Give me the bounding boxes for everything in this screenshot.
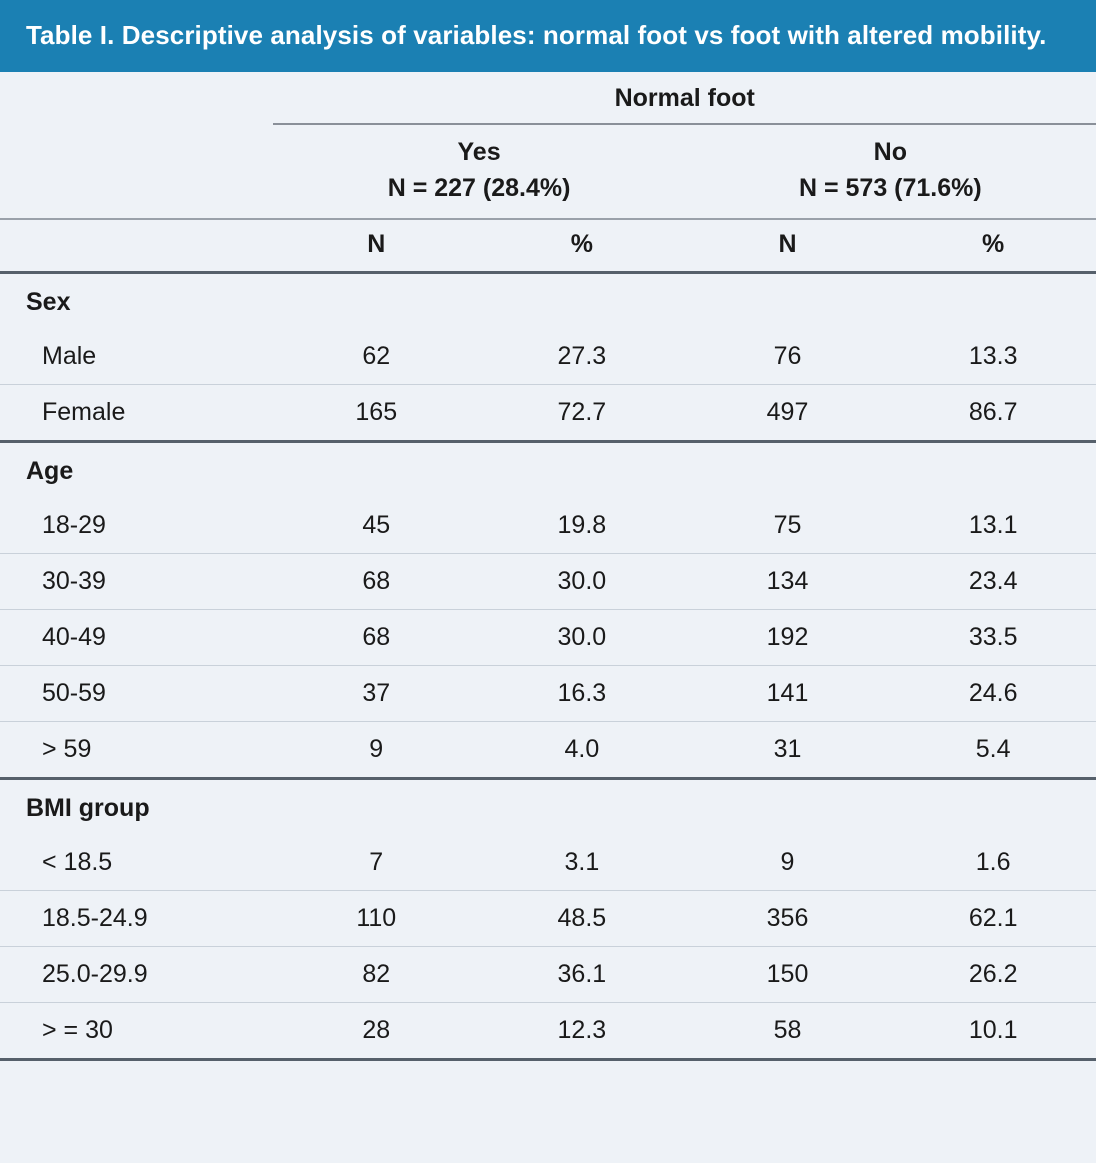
cell-n-no: 76 xyxy=(773,342,802,371)
cell-pct-yes: 30.0 xyxy=(557,623,607,652)
table-bottom-spacer xyxy=(0,1060,1096,1076)
cell-pct-yes: 16.3 xyxy=(557,679,607,708)
descriptive-analysis-table xyxy=(0,72,1096,1075)
cell-n-no: 75 xyxy=(773,511,802,540)
table-caption: Table I. Descriptive analysis of variables: normal foot vs foot with altered mobility. xyxy=(0,0,1096,72)
cell-pct-no: 33.5 xyxy=(968,623,1018,652)
cell-n-no: 141 xyxy=(766,679,809,708)
subgroup-no-label: No xyxy=(873,138,907,167)
table-row xyxy=(0,835,1096,890)
cell-pct-yes: 12.3 xyxy=(557,1016,607,1045)
cell-pct-no: 13.1 xyxy=(968,511,1018,540)
cell-n-no: 31 xyxy=(773,735,802,764)
column-header-n-yes: N xyxy=(367,230,386,259)
subgroup-yes-count: N = 227 (28.4%) xyxy=(387,173,571,202)
cell-pct-no: 24.6 xyxy=(968,679,1018,708)
subgroup-no-count: N = 573 (71.6%) xyxy=(798,173,982,202)
subgroup-yes-label: Yes xyxy=(457,138,501,167)
group-header-normal-foot: Normal foot xyxy=(273,72,1096,124)
cell-pct-no: 10.1 xyxy=(968,1016,1018,1045)
cell-n-yes: 62 xyxy=(362,342,391,371)
row-label: > = 30 xyxy=(42,1016,113,1045)
subgroup-header-no xyxy=(685,124,1096,218)
cell-pct-no: 86.7 xyxy=(968,398,1018,427)
cell-n-no: 150 xyxy=(766,960,809,989)
subgroup-header-row xyxy=(0,124,1096,218)
table-row xyxy=(0,947,1096,1003)
cell-pct-yes: 4.0 xyxy=(564,735,600,764)
section-title-age: Age xyxy=(26,457,74,486)
stub-header xyxy=(0,72,273,124)
subgroup-stub xyxy=(0,124,273,218)
cell-pct-yes: 72.7 xyxy=(557,398,607,427)
section-title-bmi-group: BMI group xyxy=(26,794,150,823)
cell-n-yes: 28 xyxy=(362,1016,391,1045)
row-label: 25.0-29.9 xyxy=(42,960,148,989)
section-title-sex: Sex xyxy=(26,288,71,317)
section-header-row xyxy=(0,273,1096,330)
column-header-n-no: N xyxy=(778,230,797,259)
table-row xyxy=(0,722,1096,778)
column-header-pct-yes: % xyxy=(570,230,593,259)
row-label: Male xyxy=(42,342,97,371)
cell-n-no: 134 xyxy=(766,567,809,596)
row-label: 40-49 xyxy=(42,623,106,652)
cell-n-yes: 37 xyxy=(362,679,391,708)
cell-n-yes: 68 xyxy=(362,623,391,652)
table-row xyxy=(0,554,1096,610)
row-label: < 18.5 xyxy=(42,848,113,877)
row-label: 18.5-24.9 xyxy=(42,904,148,933)
table-row xyxy=(0,610,1096,666)
column-header-pct-no: % xyxy=(982,230,1005,259)
row-label: 50-59 xyxy=(42,679,106,708)
group-header-row xyxy=(0,72,1096,124)
table-row xyxy=(0,385,1096,441)
row-label: 30-39 xyxy=(42,567,106,596)
cell-pct-yes: 3.1 xyxy=(564,848,600,877)
row-label: Female xyxy=(42,398,126,427)
cell-pct-no: 26.2 xyxy=(968,960,1018,989)
cell-n-no: 58 xyxy=(773,1016,802,1045)
cell-n-yes: 110 xyxy=(356,904,397,933)
cell-pct-no: 13.3 xyxy=(968,342,1018,371)
table-row xyxy=(0,1003,1096,1059)
section-header-row xyxy=(0,442,1096,499)
cell-n-yes: 82 xyxy=(362,960,391,989)
table-row xyxy=(0,498,1096,553)
table-row xyxy=(0,329,1096,384)
cell-pct-yes: 48.5 xyxy=(557,904,607,933)
cell-n-no: 497 xyxy=(766,398,809,427)
table-row xyxy=(0,666,1096,722)
cell-pct-no: 23.4 xyxy=(968,567,1018,596)
subgroup-header-yes xyxy=(273,124,684,218)
cell-n-no: 356 xyxy=(766,904,809,933)
cell-n-yes: 165 xyxy=(355,398,398,427)
cell-n-yes: 9 xyxy=(369,735,384,764)
column-header-stub xyxy=(0,219,273,271)
cell-n-no: 192 xyxy=(766,623,809,652)
cell-n-no: 9 xyxy=(780,848,795,877)
cell-n-yes: 7 xyxy=(369,848,384,877)
cell-n-yes: 45 xyxy=(362,511,391,540)
section-header-row xyxy=(0,779,1096,836)
cell-pct-yes: 36.1 xyxy=(557,960,607,989)
cell-pct-yes: 27.3 xyxy=(557,342,607,371)
cell-n-yes: 68 xyxy=(362,567,391,596)
cell-pct-no: 1.6 xyxy=(975,848,1011,877)
table-row xyxy=(0,891,1096,947)
row-label: 18-29 xyxy=(42,511,106,540)
row-label: > 59 xyxy=(42,735,92,764)
cell-pct-no: 62.1 xyxy=(968,904,1018,933)
cell-pct-yes: 19.8 xyxy=(557,511,607,540)
cell-pct-yes: 30.0 xyxy=(557,567,607,596)
column-header-row xyxy=(0,219,1096,271)
cell-pct-no: 5.4 xyxy=(975,735,1011,764)
